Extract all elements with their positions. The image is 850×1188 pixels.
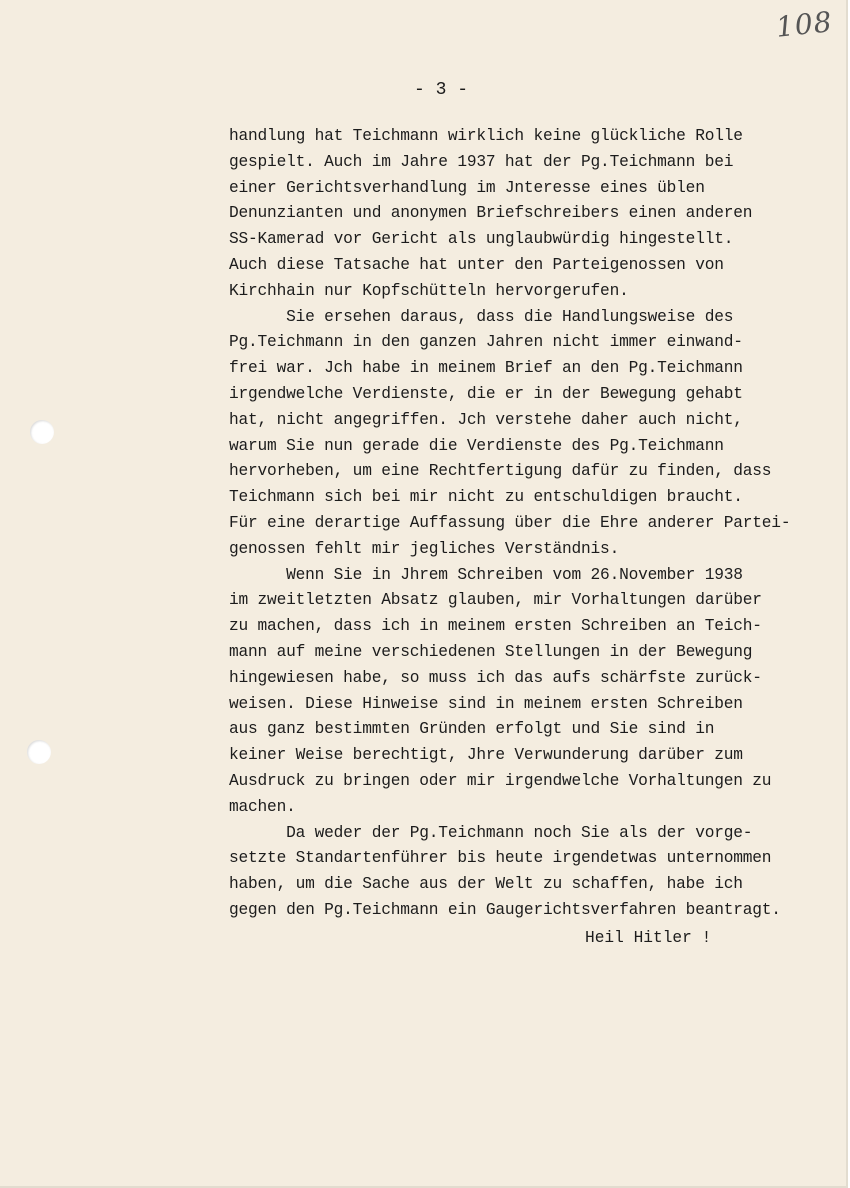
text-line: machen.	[229, 797, 296, 816]
text-line: Sie ersehen daraus, dass die Handlungsweise des	[229, 307, 734, 326]
text-line: hervorheben, um eine Rechtfertigung dafür zu finden, dass	[229, 462, 772, 481]
text-line: hingewiesen habe, so muss ich das aufs schärfste zurück-	[229, 668, 762, 687]
text-line: haben, um die Sache aus der Welt zu schaffen, habe ich	[229, 875, 743, 894]
text-line: frei war. Jch habe in meinem Brief an den Pg.Teichmann	[229, 359, 743, 378]
text-line: SS-Kamerad vor Gericht als unglaubwürdig hingestellt.	[229, 230, 734, 249]
text-line: Wenn Sie in Jhrem Schreiben vom 26.November 1938	[229, 565, 743, 584]
text-line: gegen den Pg.Teichmann ein Gaugerichtsverfahren beantragt.	[229, 900, 781, 919]
text-line: weisen. Diese Hinweise sind in meinem ersten Schreiben	[229, 694, 743, 713]
text-line: zu machen, dass ich in meinem ersten Schreiben an Teich-	[229, 617, 762, 636]
text-line: gespielt. Auch im Jahre 1937 hat der Pg.Teichmann bei	[229, 152, 734, 171]
text-line: mann auf meine verschiedenen Stellungen in der Bewegung	[229, 642, 753, 661]
punch-hole	[27, 740, 51, 764]
text-line: Ausdruck zu bringen oder mir irgendwelche Vorhaltungen zu	[229, 771, 772, 790]
letter-body	[229, 124, 829, 924]
text-line: Für eine derartige Auffassung über die Ehre anderer Partei-	[229, 513, 791, 532]
text-line: warum Sie nun gerade die Verdienste des Pg.Teichmann	[229, 436, 724, 455]
text-line: genossen fehlt mir jegliches Verständnis.	[229, 539, 620, 558]
text-line: Pg.Teichmann in den ganzen Jahren nicht immer einwand-	[229, 333, 743, 352]
text-line: Da weder der Pg.Teichmann noch Sie als der vorge-	[229, 823, 753, 842]
text-line: irgendwelche Verdienste, die er in der Bewegung gehabt	[229, 384, 743, 403]
text-line: setzte Standartenführer bis heute irgendetwas unternommen	[229, 849, 772, 868]
page-number: - 3 -	[414, 80, 469, 100]
text-line: hat, nicht angegriffen. Jch verstehe daher auch nicht,	[229, 410, 743, 429]
text-line: Denunzianten und anonymen Briefschreibers einen anderen	[229, 204, 753, 223]
text-line: einer Gerichtsverhandlung im Jnteresse eines üblen	[229, 178, 705, 197]
text-line: Kirchhain nur Kopfschütteln hervorgerufen.	[229, 281, 629, 300]
archive-number: 108	[774, 5, 835, 44]
text-line: aus ganz bestimmten Gründen erfolgt und Sie sind in	[229, 720, 715, 739]
text-line: Auch diese Tatsache hat unter den Parteigenossen von	[229, 255, 724, 274]
text-line: keiner Weise berechtigt, Jhre Verwunderung darüber zum	[229, 746, 743, 765]
text-line: Teichmann sich bei mir nicht zu entschuldigen braucht.	[229, 488, 743, 507]
text-line: im zweitletzten Absatz glauben, mir Vorhaltungen darüber	[229, 591, 762, 610]
punch-hole	[30, 420, 54, 444]
text-line: handlung hat Teichmann wirklich keine glückliche Rolle	[229, 127, 743, 145]
closing-salutation: Heil Hitler !	[585, 929, 712, 947]
